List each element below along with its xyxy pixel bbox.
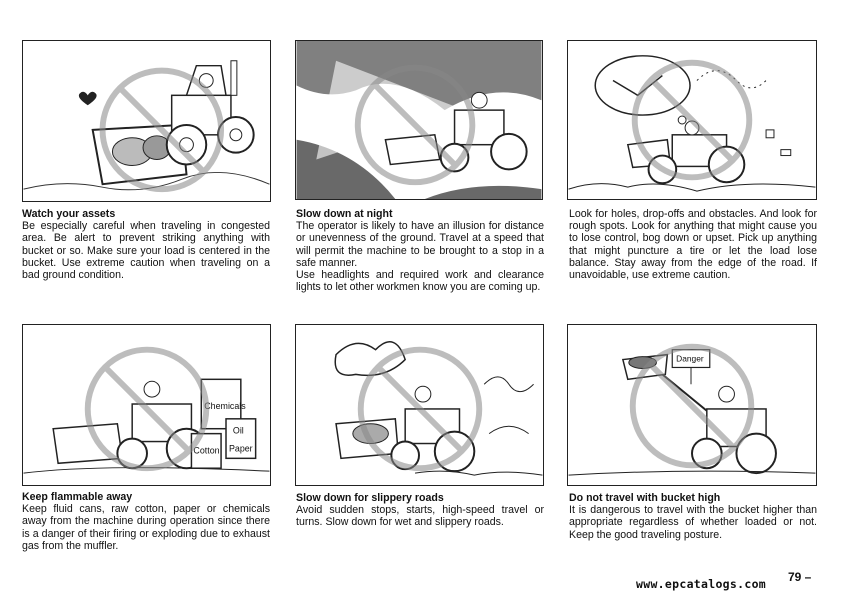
illustration-watch-your-assets	[22, 40, 271, 202]
caption-heading: Watch your assets	[22, 208, 116, 220]
loader-carrying-load-drawing	[23, 41, 270, 201]
caption-slippery-roads	[296, 492, 544, 529]
illustration-rough-road	[567, 40, 817, 200]
caption-heading: Do not travel with bucket high	[569, 492, 721, 504]
raised-bucket-drawing	[568, 325, 816, 485]
caption-heading: Keep flammable away	[22, 491, 133, 503]
chemicals-label: Chemicals	[204, 400, 246, 411]
cotton-label: Cotton	[193, 445, 220, 456]
danger-sign-label: Danger	[676, 353, 704, 364]
caption-rough-road	[569, 208, 817, 281]
illustration-keep-flammable-away	[22, 324, 271, 486]
caption-body: Avoid sudden stops, starts, high-speed travel or turns. Slow down for wet and slippery roads.	[296, 504, 544, 529]
caption-body: Look for holes, drop-offs and obstacles. And look for rough spots. Look for anything that might cause you to lose control, bog down or upset. Pick up anything that might puncture a tire or let the load lose balance. Stay away from the edge of the road. If unavoidable, use extreme caution.	[569, 208, 817, 282]
oil-label: Oil	[232, 425, 244, 436]
caption-heading: Slow down at night	[296, 208, 393, 220]
caption-heading: Slow down for slippery roads	[296, 492, 444, 504]
caption-keep-flammable-away	[22, 491, 270, 552]
rough-terrain-drawing	[568, 41, 816, 199]
prohibition-icon	[361, 350, 480, 469]
illustration-bucket-high	[567, 324, 817, 486]
footer-watermark-url: www.epcatalogs.com	[636, 577, 767, 591]
illustration-slow-down-at-night	[295, 40, 543, 200]
page-number: 79 –	[788, 570, 812, 584]
caption-bucket-high	[569, 492, 817, 541]
flammable-materials-drawing	[23, 325, 270, 485]
caption-body: It is dangerous to travel with the bucket higher than appropriate regardless of whether loaded or not. Keep the good traveling posture.	[569, 504, 817, 541]
illustration-slippery-roads	[295, 324, 544, 486]
caption-slow-down-at-night	[296, 208, 544, 293]
paper-label: Paper	[228, 443, 253, 454]
caption-body: Keep fluid cans, raw cotton, paper or chemicals away from the machine during operation since there is a danger of their firing or exploding due to exhaust gas from the muffler.	[22, 503, 270, 552]
caption-watch-your-assets	[22, 208, 270, 281]
caption-body: Be especially careful when traveling in congested area. Be alert to prevent striking anything with bucket or so. Make sure your load is centered in the bucket. Use extreme caution when traveling on a bad ground condition.	[22, 220, 270, 282]
caption-body: The operator is likely to have an illusion for distance or unevenness of the ground. Travel at a speed that will permit the machine to be brought to a stop in a safe manner. Use headlights and required work and clearance lights to let other workmen know you are coming up.	[296, 220, 544, 294]
slippery-road-drawing	[296, 325, 543, 485]
night-driving-drawing	[296, 41, 542, 199]
